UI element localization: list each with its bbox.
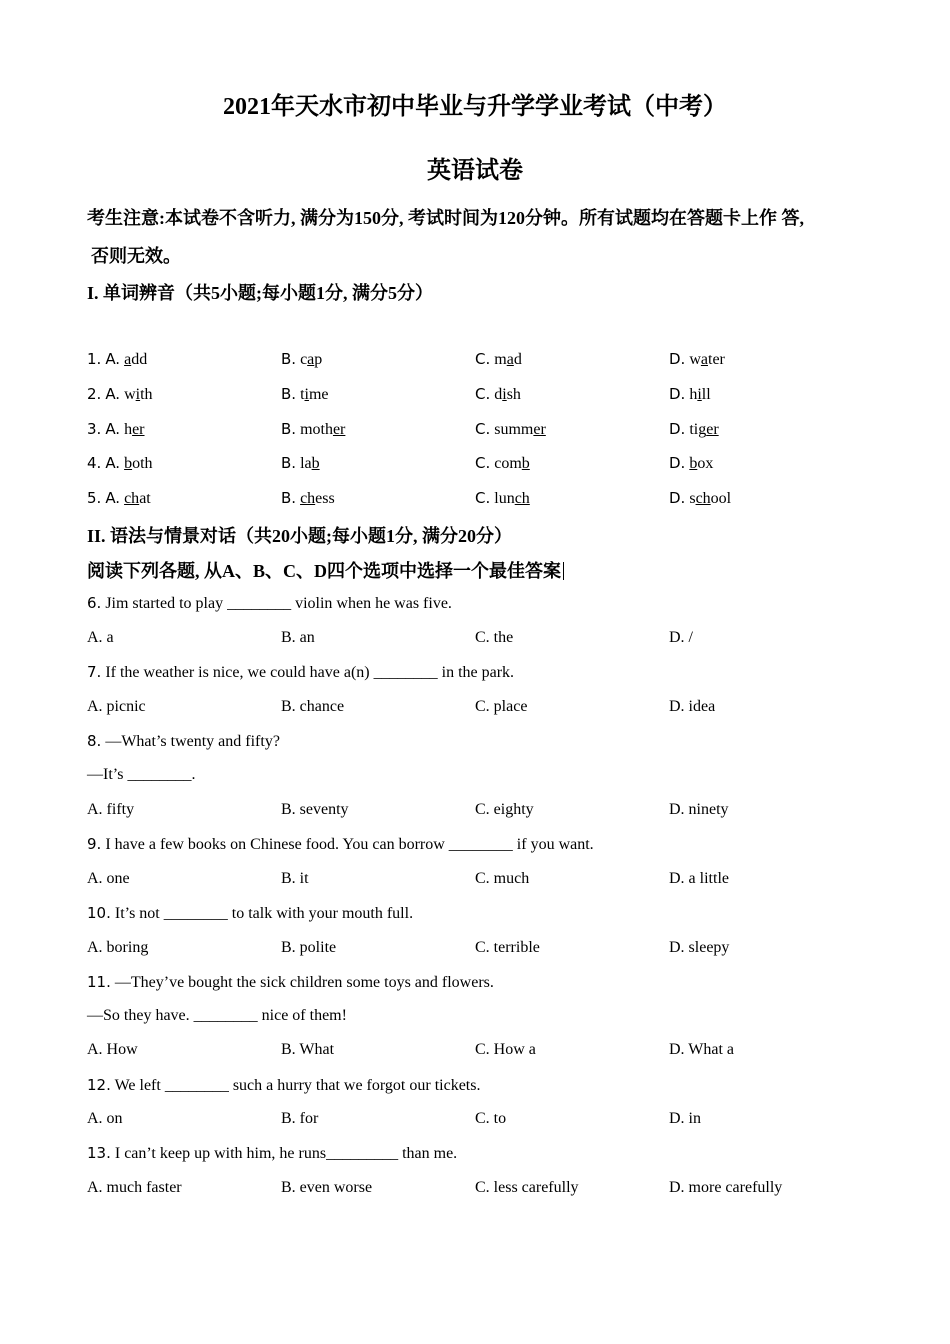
question-text: —What’s twenty and fifty? bbox=[105, 733, 280, 750]
underlined-letters: ch bbox=[300, 490, 316, 507]
underlined-letters: a bbox=[506, 351, 514, 368]
option-d[interactable]: D. ninety bbox=[669, 801, 729, 818]
question-stem-continued bbox=[87, 766, 887, 790]
notice-line-2: 否则无效。 bbox=[91, 246, 181, 266]
options-row bbox=[87, 698, 887, 722]
option-label: D. bbox=[669, 420, 686, 438]
word-question-row bbox=[87, 420, 887, 444]
question-number: 4. bbox=[87, 454, 102, 472]
option-label: C. bbox=[475, 454, 491, 472]
underlined-letters: er bbox=[332, 421, 346, 438]
question-stem bbox=[87, 973, 887, 997]
question-text: Jim started to play ________ violin when he was five. bbox=[105, 595, 452, 612]
word-part: tig bbox=[689, 421, 707, 438]
word-question-row bbox=[87, 385, 887, 409]
option-a[interactable]: A. on bbox=[87, 1110, 123, 1127]
option-a[interactable]: A. How bbox=[87, 1041, 138, 1058]
option-b[interactable] bbox=[281, 420, 345, 439]
option-label: A. bbox=[105, 454, 121, 472]
option-b[interactable] bbox=[281, 385, 329, 404]
question-number: 5. bbox=[87, 489, 102, 507]
option-d[interactable]: D. / bbox=[669, 629, 693, 646]
word-part: t bbox=[300, 386, 305, 403]
question-number: 8. bbox=[87, 732, 102, 750]
word-part: d bbox=[513, 351, 522, 368]
options-row bbox=[87, 870, 887, 894]
word-part: ess bbox=[315, 490, 335, 507]
option-a[interactable] bbox=[87, 420, 145, 439]
underlined-letters: i bbox=[304, 386, 309, 403]
option-a[interactable]: A. fifty bbox=[87, 801, 135, 818]
option-b[interactable]: B. chance bbox=[281, 698, 345, 715]
option-d[interactable]: D. idea bbox=[669, 698, 716, 715]
question-number: 13. bbox=[87, 1144, 111, 1162]
option-a[interactable]: A. one bbox=[87, 870, 130, 887]
option-label: D. bbox=[669, 385, 686, 403]
underlined-letters: b bbox=[124, 455, 133, 472]
option-a[interactable] bbox=[87, 454, 153, 473]
option-label: B. bbox=[281, 454, 297, 472]
option-label: A. bbox=[105, 350, 121, 368]
word-question-row bbox=[87, 350, 887, 374]
option-b[interactable]: B. an bbox=[281, 629, 315, 646]
option-a[interactable] bbox=[87, 350, 147, 369]
exam-subtitle: 英语试卷 bbox=[427, 158, 523, 184]
option-b[interactable]: B. seventy bbox=[281, 801, 349, 818]
word-part: ox bbox=[697, 455, 714, 472]
text-cursor bbox=[563, 562, 564, 580]
option-label: A. bbox=[105, 385, 121, 403]
word-question-row bbox=[87, 489, 887, 513]
options-row bbox=[87, 1041, 887, 1065]
word-part: at bbox=[139, 490, 151, 507]
word-part: moth bbox=[300, 421, 333, 438]
word-question-row bbox=[87, 454, 887, 478]
option-a[interactable]: A. boring bbox=[87, 939, 149, 956]
question-text: It’s not ________ to talk with your mouth full. bbox=[114, 905, 414, 922]
word-part: s bbox=[689, 490, 696, 507]
question-number: 10. bbox=[87, 904, 111, 922]
underlined-letters: i bbox=[502, 386, 507, 403]
question-number: 1. bbox=[87, 350, 102, 368]
underlined-letters: ch bbox=[124, 490, 140, 507]
instruction-text: 阅读下列各题, 从A、B、C、D四个选项中选择一个最佳答案 bbox=[87, 561, 562, 581]
option-d[interactable] bbox=[669, 454, 713, 473]
underlined-letters: a bbox=[700, 351, 708, 368]
option-c[interactable] bbox=[475, 454, 530, 473]
underlined-letters: er bbox=[706, 421, 719, 438]
word-part: oth bbox=[132, 455, 153, 472]
question-number: 2. bbox=[87, 385, 102, 403]
option-a[interactable]: A. picnic bbox=[87, 698, 146, 715]
options-row bbox=[87, 629, 887, 653]
section-2-instruction bbox=[87, 557, 564, 583]
options-row bbox=[87, 1110, 887, 1134]
underlined-letters: b bbox=[521, 455, 530, 472]
option-c[interactable]: C. to bbox=[475, 1110, 507, 1127]
option-label: D. bbox=[669, 454, 686, 472]
underlined-letters: a bbox=[124, 351, 132, 368]
word-part: lun bbox=[494, 490, 515, 507]
question-number: 3. bbox=[87, 420, 102, 438]
option-label: C. bbox=[475, 420, 491, 438]
question-number: 11. bbox=[87, 973, 111, 991]
option-c[interactable]: C. eighty bbox=[475, 801, 534, 818]
question-number: 9. bbox=[87, 835, 102, 853]
option-label: A. bbox=[105, 489, 121, 507]
exam-title: 2021年天水市初中毕业与升学学业考试（中考） bbox=[223, 94, 727, 120]
option-d[interactable] bbox=[669, 385, 711, 404]
word-part: h bbox=[689, 386, 698, 403]
question-stem-continued bbox=[87, 1007, 887, 1031]
underlined-letters: b bbox=[689, 455, 698, 472]
option-d[interactable] bbox=[669, 489, 731, 508]
option-label: C. bbox=[475, 385, 491, 403]
notice-line-1: 考生注意:本试卷不含听力, 满分为150分, 考试时间为120分钟。所有试题均在答题卡上作 答, bbox=[87, 208, 804, 228]
option-label: B. bbox=[281, 350, 297, 368]
section-2-heading: II. 语法与情景对话（共20小题;每小题1分, 满分20分） bbox=[87, 526, 513, 546]
option-b[interactable]: B. for bbox=[281, 1110, 319, 1127]
option-b[interactable] bbox=[281, 350, 322, 369]
option-d[interactable] bbox=[669, 420, 719, 439]
word-part: h bbox=[124, 421, 133, 438]
word-part: w bbox=[124, 386, 136, 403]
word-part: ter bbox=[708, 351, 725, 368]
underlined-letters: i bbox=[697, 386, 702, 403]
question-number: 12. bbox=[87, 1076, 111, 1094]
option-d[interactable]: D. sleepy bbox=[669, 939, 730, 956]
option-d[interactable]: D. more carefully bbox=[669, 1179, 783, 1196]
option-c[interactable]: C. the bbox=[475, 629, 514, 646]
option-c[interactable]: C. How a bbox=[475, 1041, 536, 1058]
options-row bbox=[87, 801, 887, 825]
option-label: C. bbox=[475, 489, 491, 507]
option-a[interactable] bbox=[87, 385, 153, 404]
options-row bbox=[87, 1179, 887, 1203]
option-b[interactable] bbox=[281, 454, 320, 473]
option-c[interactable]: C. terrible bbox=[475, 939, 540, 956]
word-part: c bbox=[300, 351, 308, 368]
underlined-letters: ch bbox=[514, 490, 530, 507]
question-number: 6. bbox=[87, 594, 102, 612]
question-text: We left ________ such a hurry that we forgot our tickets. bbox=[114, 1077, 481, 1094]
section-1-heading: I. 单词辨音（共5小题;每小题1分, 满分5分） bbox=[87, 283, 433, 303]
option-c[interactable] bbox=[475, 350, 522, 369]
option-label: B. bbox=[281, 420, 297, 438]
word-part: la bbox=[300, 455, 312, 472]
question-text: I can’t keep up with him, he runs_________ than me. bbox=[114, 1145, 458, 1162]
word-part: sh bbox=[506, 386, 521, 403]
option-label: B. bbox=[281, 385, 297, 403]
question-text: I have a few books on Chinese food. You can borrow ________ if you want. bbox=[105, 836, 594, 853]
option-c[interactable]: C. less carefully bbox=[475, 1179, 579, 1196]
option-label: C. bbox=[475, 350, 491, 368]
underlined-letters: b bbox=[311, 455, 320, 472]
word-part: th bbox=[140, 386, 153, 403]
word-part: p bbox=[314, 351, 323, 368]
word-part: d bbox=[494, 386, 503, 403]
option-label: D. bbox=[669, 350, 686, 368]
question-text: If the weather is nice, we could have a(n) ________ in the park. bbox=[105, 664, 515, 681]
word-part: summ bbox=[494, 421, 534, 438]
word-part: me bbox=[308, 386, 329, 403]
word-part: ool bbox=[710, 490, 732, 507]
option-b[interactable]: B. polite bbox=[281, 939, 337, 956]
underlined-letters: a bbox=[307, 351, 315, 368]
option-c[interactable] bbox=[475, 420, 546, 439]
option-c[interactable] bbox=[475, 489, 530, 508]
question-stem bbox=[87, 594, 887, 618]
option-c[interactable]: C. place bbox=[475, 698, 528, 715]
option-b[interactable]: B. What bbox=[281, 1041, 335, 1058]
word-part: dd bbox=[131, 351, 148, 368]
word-part: w bbox=[689, 351, 701, 368]
underlined-letters: er bbox=[132, 421, 145, 438]
option-c[interactable] bbox=[475, 385, 521, 404]
question-text-2: —So they have. ________ nice of them! bbox=[87, 1007, 347, 1024]
option-label: D. bbox=[669, 489, 686, 507]
underlined-letters: i bbox=[135, 386, 141, 403]
option-label: B. bbox=[281, 489, 297, 507]
options-row bbox=[87, 939, 887, 963]
option-d[interactable]: D. in bbox=[669, 1110, 701, 1127]
option-d[interactable]: D. a little bbox=[669, 870, 729, 887]
option-d[interactable] bbox=[669, 350, 725, 369]
question-stem bbox=[87, 663, 887, 687]
option-c[interactable]: C. much bbox=[475, 870, 530, 887]
underlined-letters: ch bbox=[695, 490, 711, 507]
question-stem bbox=[87, 835, 887, 859]
word-part: com bbox=[494, 455, 522, 472]
option-d[interactable]: D. What a bbox=[669, 1041, 735, 1058]
question-stem bbox=[87, 1076, 887, 1100]
option-label: A. bbox=[105, 420, 121, 438]
question-number: 7. bbox=[87, 663, 102, 681]
option-b[interactable] bbox=[281, 489, 335, 508]
option-a[interactable] bbox=[87, 489, 151, 508]
underlined-letters: er bbox=[533, 421, 546, 438]
option-b[interactable]: B. even worse bbox=[281, 1179, 373, 1196]
question-stem bbox=[87, 1144, 887, 1168]
question-stem bbox=[87, 732, 887, 756]
option-a[interactable]: A. a bbox=[87, 629, 114, 646]
question-text: —They’ve bought the sick children some toys and flowers. bbox=[114, 974, 494, 991]
word-part: ll bbox=[701, 386, 711, 403]
question-stem bbox=[87, 904, 887, 928]
question-text-2: —It’s ________. bbox=[87, 766, 196, 783]
option-b[interactable]: B. it bbox=[281, 870, 309, 887]
option-a[interactable]: A. much faster bbox=[87, 1179, 182, 1196]
word-part: m bbox=[494, 351, 507, 368]
